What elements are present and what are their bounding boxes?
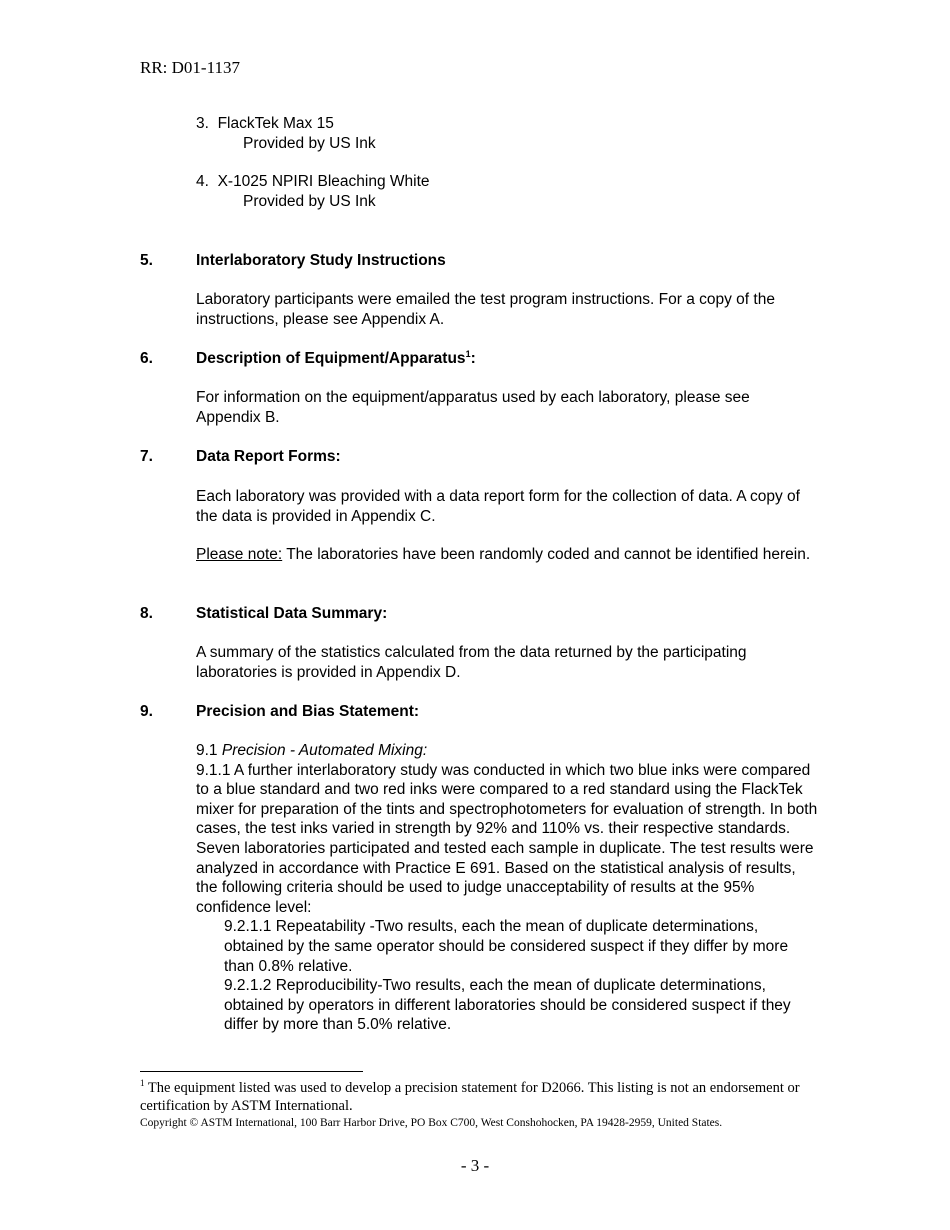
section-9-text: 9.1.1 A further interlaboratory study was conducted in which two blue inks were compared to a blue standard and two red inks were compared to a red standard using the FlackTek mixer for preparation of the tints and spectrophotometers for evaluation of strength. In both cases, the test inks varied in strength by 92% and 110% vs. their respective standards. Seven laboratories participated and tested each sample in duplicate. The test results were analyzed in accordance with Practice E 691. Based on the statistical analysis of results, the following criteria should be used to judge unacceptability of results at the 95% confidence level: bbox=[196, 761, 818, 916]
subsection-9-1-heading bbox=[196, 741, 818, 761]
section-9-number: 9. bbox=[140, 703, 153, 720]
section-5-text: Laboratory participants were emailed the test program instructions. For a copy of the instructions, please see Appendix A. bbox=[196, 291, 775, 328]
subsection-9-1-title: Precision - Automated Mixing: bbox=[221, 742, 428, 759]
section-7-note bbox=[196, 545, 816, 565]
material-name: FlackTek Max 15 bbox=[217, 115, 334, 132]
section-6-number: 6. bbox=[140, 350, 153, 367]
section-8-number: 8. bbox=[140, 605, 153, 622]
section-5-body bbox=[196, 290, 816, 329]
section-6-title-text: Description of Equipment/Apparatus bbox=[196, 350, 466, 367]
section-8-text: A summary of the statistics calculated from the data returned by the participating laboratories is provided in Appendix D. bbox=[196, 644, 747, 681]
section-7-body bbox=[196, 487, 816, 526]
material-provider: Provided by US Ink bbox=[243, 134, 376, 152]
footnote-marker: 1 bbox=[465, 348, 471, 359]
section-6-body bbox=[196, 388, 816, 427]
subsection-9-1-number: 9.1 bbox=[196, 742, 222, 759]
repeatability-criterion: 9.2.1.1 Repeatability -Two results, each the mean of duplicate determinations, obtained by the same operator should be considered suspect if they differ by more than 0.8% relative. bbox=[224, 918, 789, 975]
section-8-title: Statistical Data Summary: bbox=[196, 605, 388, 622]
material-provider: Provided by US Ink bbox=[243, 192, 376, 210]
section-5-title: Interlaboratory Study Instructions bbox=[196, 252, 446, 269]
material-name: X-1025 NPIRI Bleaching White bbox=[217, 173, 430, 190]
section-6-title bbox=[196, 349, 476, 369]
material-number: 3. bbox=[196, 115, 209, 132]
reproducibility-criterion: 9.2.1.2 Reproducibility-Two results, each the mean of duplicate determinations, obtained by operators in different laboratories should be considered suspect if they differ by more than 5.0% relative. bbox=[224, 977, 791, 1034]
section-9-body bbox=[196, 741, 818, 1035]
material-number: 4. bbox=[196, 173, 209, 190]
section-7-title: Data Report Forms: bbox=[196, 448, 341, 465]
footnote bbox=[140, 1080, 820, 1115]
material-item-3 bbox=[196, 114, 376, 153]
footnote-divider bbox=[140, 1071, 363, 1072]
section-8-body bbox=[196, 643, 816, 682]
page-number: - 3 - bbox=[460, 1156, 490, 1175]
section-9-title: Precision and Bias Statement: bbox=[196, 703, 420, 720]
note-text: The laboratories have been randomly coded and cannot be identified herein. bbox=[282, 546, 811, 563]
section-7-number: 7. bbox=[140, 448, 153, 465]
section-5-number: 5. bbox=[140, 252, 153, 269]
copyright-notice: Copyright © ASTM International, 100 Barr Harbor Drive, PO Box C700, West Conshohocken, PA 19428-2959, United States. bbox=[140, 1117, 723, 1129]
section-6-title-suffix: : bbox=[470, 350, 476, 367]
material-item-4 bbox=[196, 172, 430, 211]
report-id-header: RR: D01-1137 bbox=[140, 58, 240, 77]
section-7-text: Each laboratory was provided with a data report form for the collection of data. A copy of the data is provided in Appendix C. bbox=[196, 488, 800, 525]
note-label: Please note: bbox=[196, 546, 283, 563]
section-6-text: For information on the equipment/apparatus used by each laboratory, please see Appendix B. bbox=[196, 389, 750, 426]
footnote-text: The equipment listed was used to develop a precision statement for D2066. This listing is not an endorsement or certification by ASTM International. bbox=[140, 1080, 800, 1114]
footnote-mark: 1 bbox=[140, 1078, 145, 1089]
